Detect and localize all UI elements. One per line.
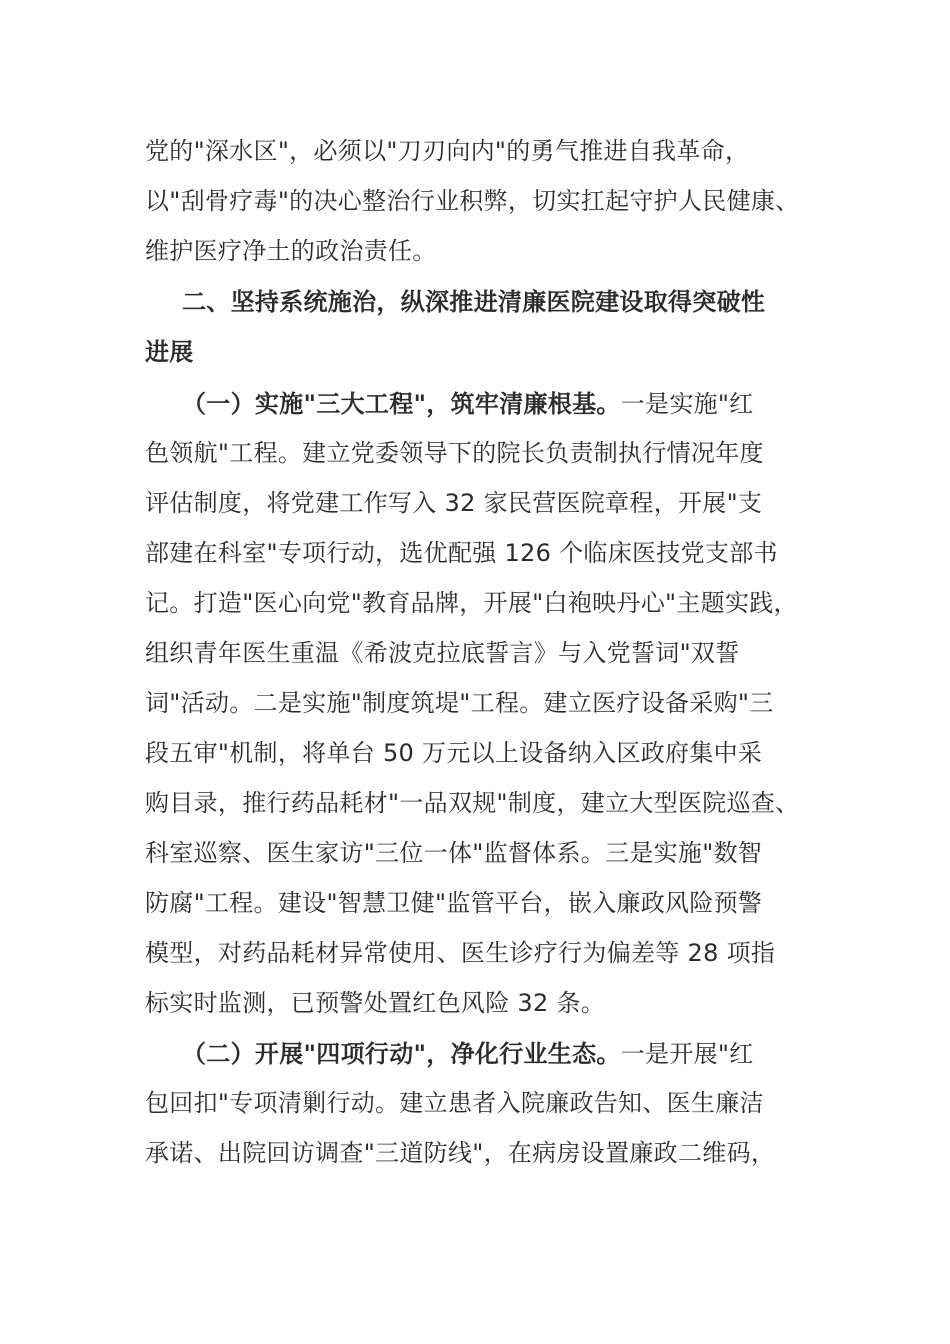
intro-line: 以"刮骨疗毒"的决心整治行业积弊，切实扛起守护人民健康、 [145, 187, 800, 215]
paragraph-line: 记。打造"医心向党"教育品牌，开展"白袍映丹心"主题实践， [145, 589, 798, 617]
part-one-first-line-text: 一是实施"红 [620, 390, 754, 418]
paragraph-line: 色领航"工程。建立党委领导下的院长负责制执行情况年度 [145, 439, 764, 467]
paragraph-line: 购目录，推行药品耗材"一品双规"制度，建立大型医院巡查、 [145, 789, 800, 817]
paragraph-line: 组织青年医生重温《希波克拉底誓言》与入党誓词"双誓 [145, 639, 740, 667]
paragraph-line: 段五审"机制，将单台 50 万元以上设备纳入区政府集中采 [145, 739, 763, 767]
paragraph-line: 标实时监测，已预警处置红色风险 32 条。 [145, 989, 606, 1017]
paragraph-line: 防腐"工程。建设"智慧卫健"监管平台，嵌入廉政风险预警 [145, 889, 763, 917]
part-two-title: （二）开展"四项行动"，净化行业生态。 [182, 1040, 621, 1068]
intro-line: 维护医疗净土的政治责任。 [145, 237, 437, 265]
section-two-heading: 二、坚持系统施治，纵深推进清廉医院建设取得突破性 [182, 288, 766, 316]
paragraph-line: 模型，对药品耗材异常使用、医生诊疗行为偏差等 28 项指 [145, 939, 776, 967]
paragraph-line: 包回扣"专项清剿行动。建立患者入院廉政告知、医生廉洁 [145, 1089, 764, 1117]
part-two-first-line [182, 1039, 754, 1069]
paragraph-line: 词"活动。二是实施"制度筑堤"工程。建立医疗设备采购"三 [145, 689, 774, 717]
section-two-heading-cont: 进展 [145, 338, 194, 366]
part-two-first-line-text: 一是开展"红 [620, 1040, 754, 1068]
paragraph-line: 评估制度，将党建工作写入 32 家民营医院章程，开展"支 [145, 489, 763, 517]
paragraph-line: 科室巡察、医生家访"三位一体"监督体系。三是实施"数智 [145, 839, 763, 867]
intro-line: 党的"深水区"，必须以"刀刃向内"的勇气推进自我革命， [145, 137, 750, 165]
part-one-title: （一）实施"三大工程"，筑牢清廉根基。 [182, 390, 621, 418]
paragraph-line: 承诺、出院回访调查"三道防线"，在病房设置廉政二维码， [145, 1139, 776, 1167]
paragraph-line: 部建在科室"专项行动，选优配强 126 个临床医技党支部书 [145, 539, 778, 567]
part-one-first-line [182, 389, 754, 419]
